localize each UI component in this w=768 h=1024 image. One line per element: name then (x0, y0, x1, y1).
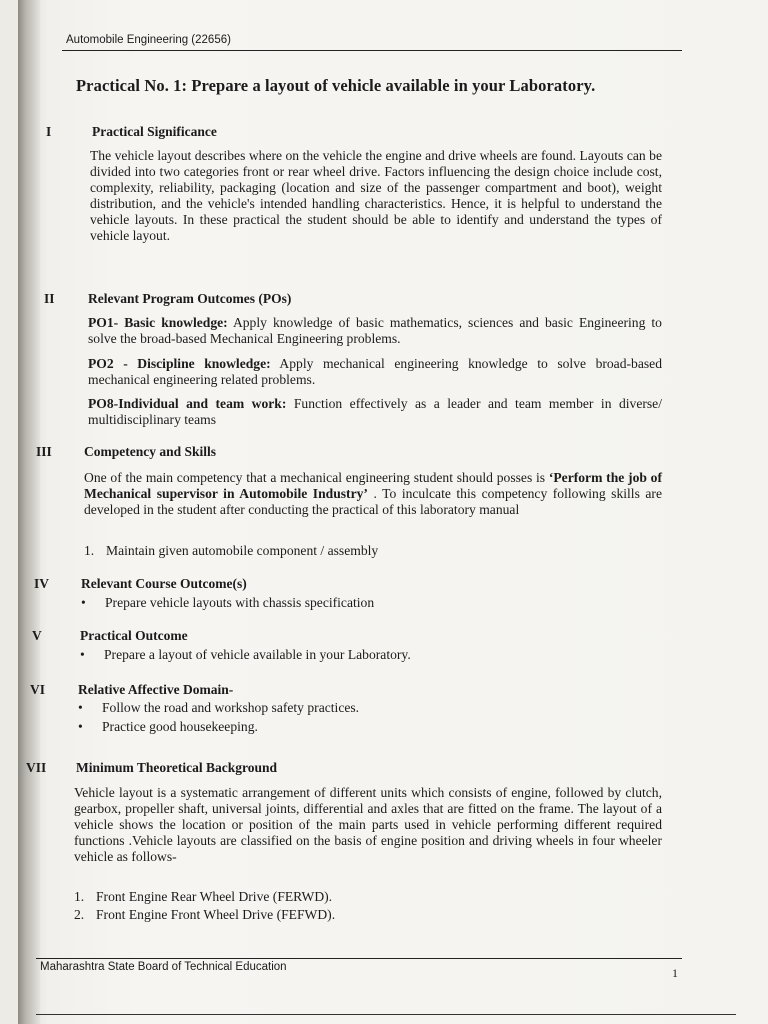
section-6-number: VI (30, 682, 46, 697)
section-7-text: Vehicle layout is a systematic arrangement of different units which consists of engine, followed by clutch, gearbox, propeller shaft, universal joints, differential and axles that are fitted on the frame. The layout of a vehicle shows the location or position of the main parts used in vehicle performing different required functions .Vehicle layouts are classified on the basis of engine position and driving wheels in four wheeler vehicle as follows- (74, 785, 662, 864)
section-3-text-a: One of the main competency that a mechanical engineering student should posses is (84, 470, 549, 485)
page-binding-shadow (18, 0, 40, 1024)
bullet-text: Practice good housekeeping. (102, 719, 258, 734)
section-6-bullet-1 (78, 700, 359, 716)
bullet-icon: • (80, 647, 85, 662)
section-2-heading: Relevant Program Outcomes (POs) (88, 291, 292, 306)
po8-text: Function effectively as a leader and team member in diverse/ multidisciplinary teams (88, 396, 662, 427)
section-3-text-b: . To inculcate this competency following skills are developed in the student after conducting the practical of this laboratory manual (84, 486, 662, 517)
section-7-heading: Minimum Theoretical Background (76, 760, 278, 775)
list-text: Maintain given automobile component / assembly (106, 543, 379, 558)
bullet-text: Prepare vehicle layouts with chassis specification (105, 595, 375, 610)
section-4-bullet (81, 595, 374, 611)
section-3-text (84, 470, 662, 518)
section-3-number: III (36, 444, 52, 459)
page-number: 1 (672, 966, 678, 980)
list-number: 1. (74, 889, 85, 904)
section-7-list-item-2 (74, 907, 335, 923)
section-1-heading: Practical Significance (92, 124, 217, 139)
practical-title: Practical No. 1: Prepare a layout of vehicle available in your Laboratory. (76, 76, 596, 95)
list-number: 1. (84, 543, 95, 558)
section-1-text: The vehicle layout describes where on the vehicle the engine and drive wheels are found. Layouts can be divided into two categories front or rear wheel drive. Factors influencing the design choice include cost, complexity, reliability, packaging (location and size of the passenger compartment and boot), weight distribution, and the vehicle's intended handling characteristics. Hence, it is helpful to understand the vehicle layouts. In these practical the student should be able to identify and understand the types of vehicle layout. (90, 148, 662, 243)
header-rule (62, 50, 682, 51)
section-3-competency: ‘Perform the job of Mechanical supervisor in Automobile Industry’ (84, 470, 663, 501)
list-text: Front Engine Front Wheel Drive (FEFWD). (96, 907, 336, 922)
running-header: Automobile Engineering (22656) (66, 34, 231, 46)
po8-paragraph (88, 396, 662, 428)
po2-paragraph (88, 356, 662, 388)
bullet-icon: • (78, 719, 83, 734)
list-number: 2. (74, 907, 85, 922)
po2-label: PO2 - Discipline knowledge: (88, 356, 271, 371)
po1-label: PO1- Basic knowledge: (88, 315, 228, 330)
section-5-heading: Practical Outcome (80, 628, 188, 643)
po1-paragraph (88, 315, 662, 347)
section-6-bullet-2 (78, 719, 258, 735)
section-6-heading: Relative Affective Domain- (78, 682, 234, 697)
section-4-number: IV (34, 576, 50, 591)
po1-text: Apply knowledge of basic mathematics, sciences and basic Engineering to solve the broad-based Mechanical Engineering problems. (88, 315, 662, 346)
document-page (18, 0, 768, 1024)
list-text: Front Engine Rear Wheel Drive (FERWD). (96, 889, 333, 904)
footer-text: Maharashtra State Board of Technical Education (40, 961, 287, 973)
po8-label: PO8-Individual and team work: (88, 396, 287, 411)
bullet-icon: • (81, 595, 86, 610)
section-1-number: I (46, 124, 52, 139)
section-3-list-item (84, 543, 378, 559)
footer-rule (36, 958, 682, 959)
section-4-heading: Relevant Course Outcome(s) (81, 576, 247, 591)
section-7-number: VII (26, 760, 47, 775)
section-3-heading: Competency and Skills (84, 444, 217, 459)
bottom-edge-rule (36, 1014, 736, 1015)
bullet-text: Prepare a layout of vehicle available in your Laboratory. (104, 647, 411, 662)
section-5-number: V (32, 628, 42, 643)
bullet-icon: • (78, 700, 83, 715)
bullet-text: Follow the road and workshop safety practices. (102, 700, 360, 715)
section-2-number: II (44, 291, 55, 306)
po2-text: Apply mechanical engineering knowledge to solve broad-based mechanical engineering related problems. (88, 356, 662, 387)
section-7-list-item-1 (74, 889, 332, 905)
section-5-bullet (80, 647, 411, 663)
